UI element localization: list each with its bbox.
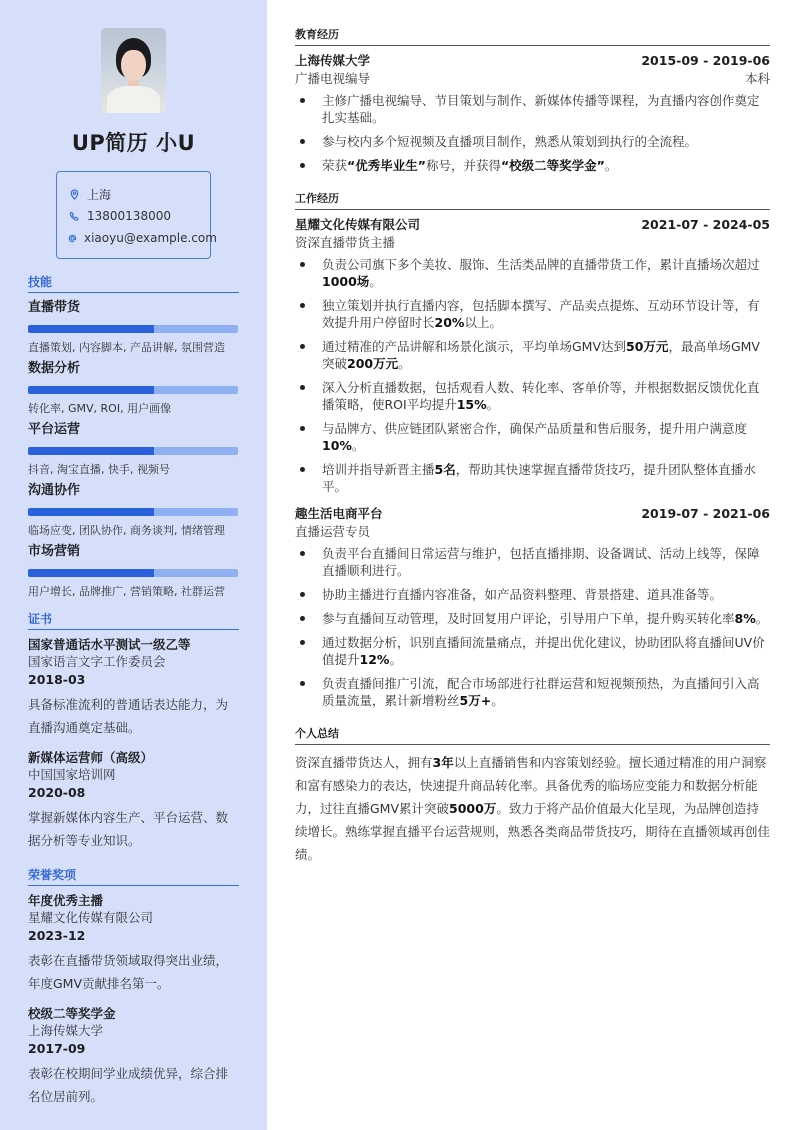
job-date: 2019-07 - 2021-06 (641, 506, 770, 521)
skill-name: 沟通协作 (28, 483, 81, 498)
awards-section (28, 866, 239, 1108)
phone-icon (67, 209, 81, 223)
skill-name: 数据分析 (28, 361, 81, 376)
award-title: 年度优秀主播 (28, 893, 104, 908)
summary-section (295, 725, 770, 866)
education-bullets (295, 92, 770, 174)
skill-level-bar (28, 386, 238, 394)
award-date: 2017-09 (28, 1041, 86, 1056)
certificate-date: 2018-03 (28, 672, 86, 687)
skill-level-bar (28, 569, 238, 577)
location-text: 上海 (87, 187, 112, 202)
skill-tags: 抖音, 淘宝直播, 快手, 视频号 (28, 463, 170, 476)
job-bullets (295, 545, 770, 709)
bullet-item: 培训并指导新晋主播5名，帮助其快速掌握直播带货技巧，提升团队整体直播水平。 (295, 461, 770, 495)
award-issuer: 星耀文化传媒有限公司 (28, 910, 154, 925)
skill-item (28, 482, 239, 539)
certificates-title: 证书 (28, 610, 239, 630)
bullet-item: 负责公司旗下多个美妆、服饰、生活类品牌的直播带货工作，累计直播场次超过1000场。 (295, 256, 770, 290)
job-role: 资深直播带货主播 (295, 235, 396, 250)
certificates-section (28, 610, 239, 852)
skill-name: 市场营销 (28, 544, 81, 559)
school-name: 上海传媒大学 (295, 53, 371, 68)
bullet-item: 通过数据分析，识别直播间流量痛点，并提出优化建议，协助团队将直播间UV价值提升12%。 (295, 634, 770, 668)
email-text[interactable]: xiaoyu@example.com (84, 231, 217, 245)
phone-text[interactable]: 13800138000 (87, 209, 171, 223)
contact-email (67, 227, 217, 249)
award-title: 校级二等奖学金 (28, 1006, 116, 1021)
certificate-description: 掌握新媒体内容生产、平台运营、数据分析等专业知识。 (28, 810, 229, 848)
skill-tags: 直播策划, 内容脚本, 产品讲解, 氛围营造 (28, 341, 225, 354)
job-role: 直播运营专员 (295, 524, 371, 539)
skill-item (28, 299, 239, 356)
skill-level-bar (28, 447, 238, 455)
certificate-issuer: 国家语言文字工作委员会 (28, 654, 166, 669)
certificate-item (28, 636, 239, 739)
certificate-description: 具备标准流利的普通话表达能力，为直播沟通奠定基础。 (28, 697, 229, 735)
summary-text: 资深直播带货达人，拥有3年以上直播销售和内容策划经验。擅长通过精准的用户洞察和富有感染力的表达，快速提升商品转化率。具备优秀的临场应变能力和数据分析能力，过往直播GMV累计突破5000万。致力于将产品价值最大化呈现，为品牌创造持续增长。熟练掌握直播平台运营规则，熟悉各类商品带货技巧，期待在直播领域再创佳绩。 (295, 755, 771, 862)
certificate-title: 新媒体运营师（高级） (28, 750, 154, 765)
bullet-item: 与品牌方、供应链团队紧密合作，确保产品质量和售后服务，提升用户满意度10%。 (295, 420, 770, 454)
award-description: 表彰在直播带货领域取得突出业绩，年度GMV贡献排名第一。 (28, 953, 229, 991)
skill-tags: 临场应变, 团队协作, 商务谈判, 情绪管理 (28, 524, 225, 537)
bullet-item: 深入分析直播数据，包括观看人数、转化率、客单价等，并根据数据反馈优化直播策略，使ROI平均提升15%。 (295, 379, 770, 413)
certificate-title: 国家普通话水平测试一级乙等 (28, 637, 191, 652)
skill-level-bar (28, 508, 238, 516)
skill-item (28, 543, 239, 600)
skill-name: 直播带货 (28, 300, 81, 315)
work-section (295, 190, 770, 709)
bullet-item: 负责直播间推广引流，配合市场部进行社群运营和短视频预热，为直播间引入高质量流量，累计新增粉丝5万+。 (295, 675, 770, 709)
bullet-item: 参与校内多个短视频及直播项目制作，熟悉从策划到执行的全流程。 (295, 133, 770, 150)
certificate-item (28, 749, 239, 852)
skills-section (28, 273, 239, 600)
skill-tags: 转化率, GMV, ROI, 用户画像 (28, 402, 172, 415)
education-section (295, 26, 770, 174)
award-item (28, 1005, 239, 1108)
main-content (267, 0, 799, 1130)
profile-photo (101, 28, 166, 113)
award-item (28, 892, 239, 995)
location-pin-icon (67, 187, 81, 201)
bullet-item: 荣获“优秀毕业生”称号，并获得“校级二等奖学金”。 (295, 157, 770, 174)
award-issuer: 上海传媒大学 (28, 1023, 104, 1038)
education-title: 教育经历 (295, 26, 770, 46)
skill-level-bar (28, 325, 238, 333)
email-at-icon (67, 231, 78, 245)
job-entry (295, 216, 770, 495)
bullet-item: 负责平台直播间日常运营与维护，包括直播排期、设备调试、活动上线等，保障直播顺利进行。 (295, 545, 770, 579)
contact-location (67, 183, 210, 205)
skills-title: 技能 (28, 273, 239, 293)
skill-item (28, 421, 239, 478)
award-description: 表彰在校期间学业成绩优异，综合排名位居前列。 (28, 1066, 229, 1104)
education-entry (295, 52, 770, 174)
skill-item (28, 360, 239, 417)
bullet-item: 独立策划并执行直播内容，包括脚本撰写、产品卖点提炼、互动环节设计等，有效提升用户停留时长20%以上。 (295, 297, 770, 331)
bullet-item: 主修广播电视编导、节目策划与制作、新媒体传播等课程，为直播内容创作奠定扎实基础。 (295, 92, 770, 126)
awards-title: 荣誉奖项 (28, 866, 239, 886)
bullet-item: 参与直播间互动管理，及时回复用户评论，引导用户下单，提升购买转化率8%。 (295, 610, 770, 627)
bullet-item: 通过精准的产品讲解和场景化演示，平均单场GMV达到50万元，最高单场GMV突破200万元。 (295, 338, 770, 372)
job-entry (295, 505, 770, 709)
contact-box (56, 171, 217, 259)
skill-name: 平台运营 (28, 422, 81, 437)
company-name: 趣生活电商平台 (295, 506, 383, 521)
education-date: 2015-09 - 2019-06 (641, 53, 770, 68)
sidebar (0, 0, 267, 1130)
bullet-item: 协助主播进行直播内容准备，如产品资料整理、背景搭建、道具准备等。 (295, 586, 770, 603)
certificate-date: 2020-08 (28, 785, 86, 800)
award-date: 2023-12 (28, 928, 86, 943)
candidate-name: UP简历 小U (71, 131, 196, 155)
contact-phone (67, 205, 210, 227)
skill-tags: 用户增长, 品牌推广, 营销策略, 社群运营 (28, 585, 225, 598)
job-bullets (295, 256, 770, 495)
work-title: 工作经历 (295, 190, 770, 210)
summary-title: 个人总结 (295, 725, 770, 745)
job-date: 2021-07 - 2024-05 (641, 217, 770, 232)
certificate-issuer: 中国国家培训网 (28, 767, 116, 782)
major: 广播电视编导 (295, 71, 371, 86)
company-name: 星耀文化传媒有限公司 (295, 217, 421, 232)
degree: 本科 (744, 71, 770, 86)
